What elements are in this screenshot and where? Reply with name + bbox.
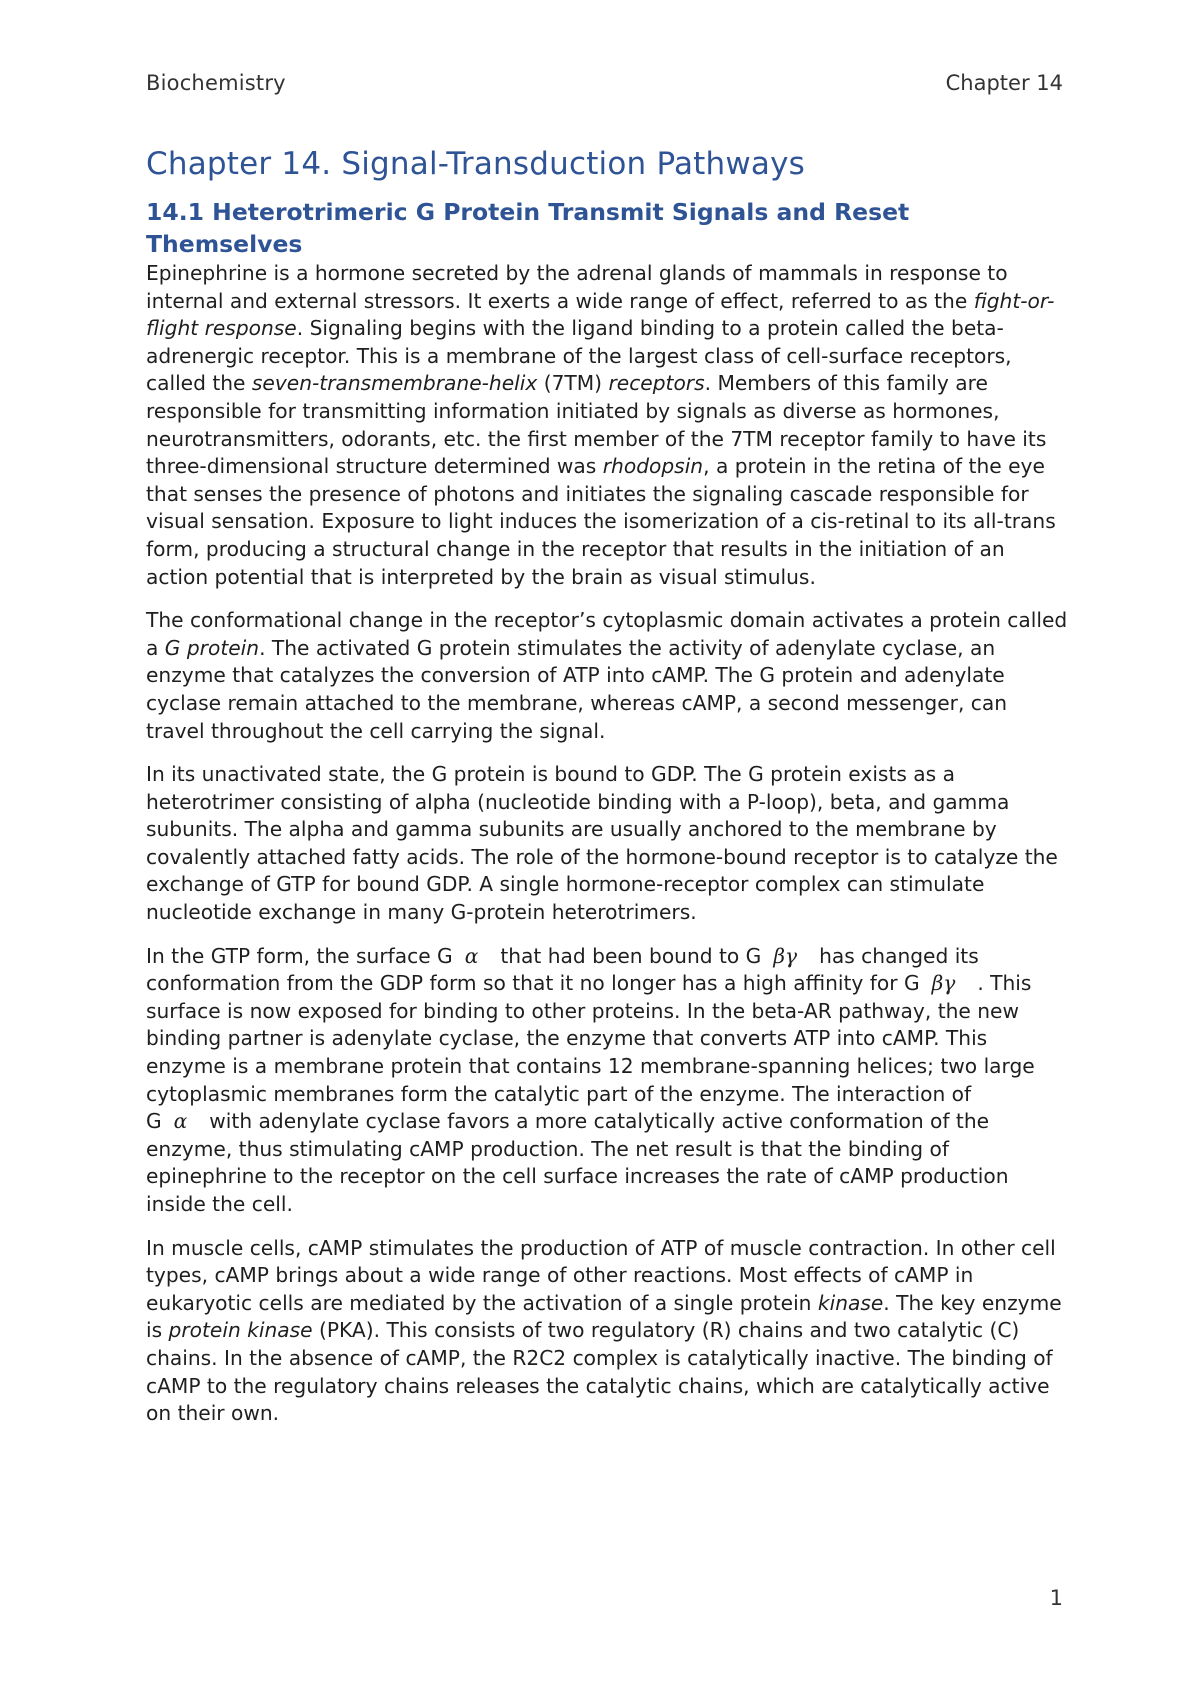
text-run: . The activated G protein stimulates the activity of adenylate cyclase, an enzyme that catalyzes the conversion of ATP into cAMP. The G protein and adenylate cyclase remain attached to the membrane, whereas cAMP, a second messenger, can travel throughout the cell carrying the signal. — [146, 635, 1008, 743]
italic-term: fight-or-flight response — [146, 288, 1055, 341]
text-run: In muscle cells, cAMP stimulates the production of ATP of muscle contraction. In other cell types, cAMP brings about a wide range of other reactions. Most effects of cAMP in eukaryotic cells are mediated by the activation of a single protein — [146, 1235, 1056, 1315]
text-run: that had been bound to G — [500, 943, 762, 968]
text-run: . This surface is now exposed for binding to other proteins. In the beta-AR pathway, the new binding partner is adenylate cyclase, the enzyme that converts ATP into cAMP. This enzyme is a membrane protein that contains 12 membrane-spanning helices; two large cytoplasmic membranes form the catalytic part of the enzyme. The interaction of G — [146, 971, 1035, 1134]
italic-term: G protein — [164, 635, 260, 660]
running-header-chapter: Chapter 14 — [945, 71, 1063, 95]
greek-symbol: α — [464, 943, 479, 968]
running-header-subject: Biochemistry — [146, 71, 286, 95]
text-run: The conformational change in the receptor’s cytoplasmic domain activates a protein called a — [146, 608, 1068, 660]
text-run: with adenylate cyclase favors a more catalytically active conformation of the enzyme, thus stimulating cAMP production. The net result is that the binding of epinephrine to the receptor on the cell surface increases the rate of cAMP production inside the cell. — [146, 1109, 1009, 1216]
italic-term: receptors — [608, 371, 705, 396]
greek-symbol: βγ — [773, 943, 798, 968]
section-title: 14.1 Heterotrimeric G Protein Transmit Signals and Reset Themselves — [146, 198, 910, 258]
text-run: Epinephrine is a hormone secreted by the adrenal glands of mammals in response to internal and external stressors. It exerts a wide range of effect, referred to as the — [146, 261, 1008, 313]
chapter-title: Chapter 14. Signal-Transduction Pathways — [146, 146, 805, 182]
italic-term: kinase — [817, 1290, 884, 1315]
paragraph-g-protein — [146, 607, 1071, 745]
page-number: 1 — [1049, 1586, 1063, 1610]
paragraph-epinephrine — [146, 260, 1071, 591]
text-run: , a protein in the retina of the eye that senses the presence of photons and initiates the signaling cascade responsible for visual sensation. Exposure to light induces the isomerization of a cis-retinal to its all-trans form, producing a structural change in the receptor that results in the initiation of an action potential that is interpreted by the brain as visual stimulus. — [146, 454, 1056, 589]
paragraph-muscle-cells — [146, 1235, 1071, 1428]
italic-term: rhodopsin — [602, 454, 704, 479]
greek-symbol: βγ — [931, 971, 956, 996]
text-run: In its unactivated state, the G protein is bound to GDP. The G protein exists as a heterotrimer consisting of alpha (nucleotide binding with a P-loop), beta, and gamma subunits. The alpha and gamma subunits are usually anchored to the membrane by covalently attached fatty acids. The role of the hormone-bound receptor is to catalyze the exchange of GTP for bound GDP. A single hormone-receptor complex can stimulate nucleotide exchange in many G-protein heterotrimers. — [146, 762, 1058, 925]
text-run: (PKA). This consists of two regulatory (R) chains and two catalytic (C) chains. In the absence of cAMP, the R2C2 complex is catalytically inactive. The binding of cAMP to the regulatory chains releases the catalytic chains, which are catalytically active on their own. — [146, 1318, 1053, 1426]
italic-term: seven-transmembrane-helix — [251, 371, 538, 396]
text-run: has changed its conformation from the GDP form so that it no longer has a high affinity for G — [146, 943, 979, 996]
text-run: . Signaling begins with the ligand binding to a protein called the beta-adrenergic receptor. This is a membrane of the largest class of cell-surface receptors, called the — [146, 316, 1012, 396]
greek-symbol: α — [173, 1109, 188, 1134]
paragraph-gtp-form — [146, 943, 1071, 1219]
text-run: . Members of this family are responsible for transmitting information initiated by signals as diverse as hormones, neurotransmitters, odorants, etc. the first member of the 7TM receptor family to have its three-dimensional structure determined was — [146, 371, 1047, 479]
text-run: In the GTP form, the surface G — [146, 943, 453, 968]
text-run: (7TM) — [537, 371, 609, 396]
document-body — [146, 142, 1071, 1444]
text-run: . The key enzyme is — [146, 1290, 1062, 1343]
italic-term: protein kinase — [168, 1318, 313, 1343]
paragraph-unactivated-state — [146, 761, 1071, 927]
